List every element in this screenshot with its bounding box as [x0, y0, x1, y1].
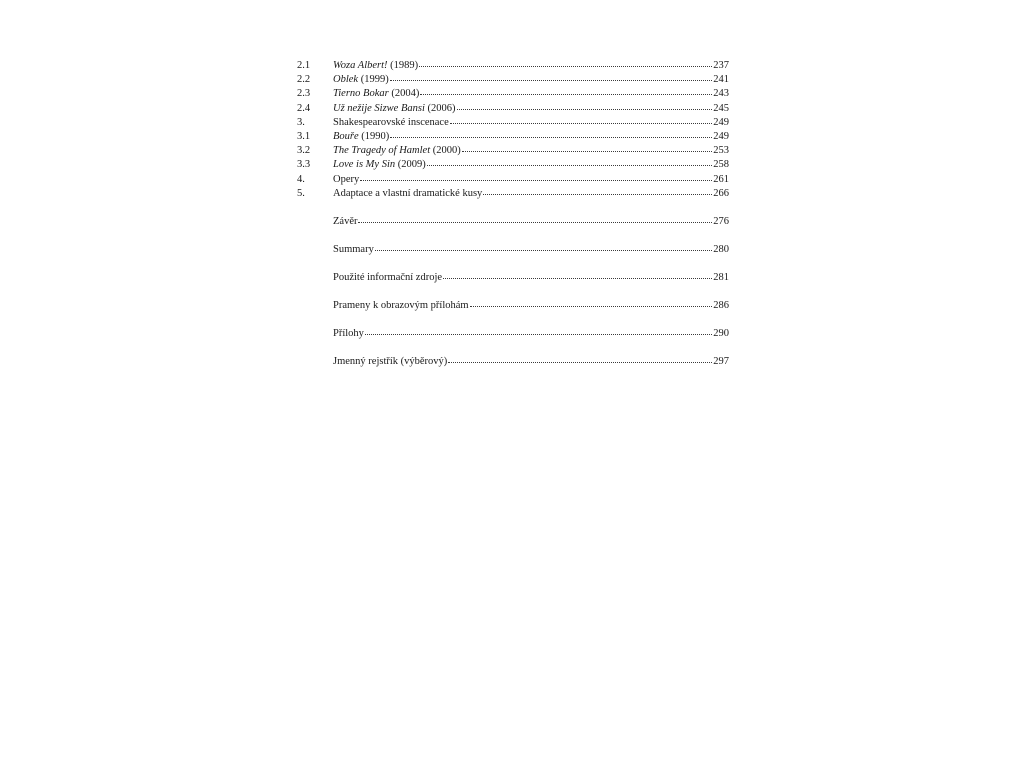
section-number: 5. [297, 187, 305, 199]
section-number: 2.1 [297, 60, 311, 71]
toc-entry [297, 214, 729, 228]
dot-leader [375, 242, 712, 252]
section-title-italic: Woza Albert! [333, 60, 388, 71]
section-title [333, 355, 447, 369]
section-title-plain: Prameny k obrazovým přílohám [333, 299, 469, 311]
page-number: 266 [713, 187, 729, 199]
toc-entry [297, 186, 729, 200]
section-title-plain: (2000) [430, 145, 461, 157]
section-title-italic: Love is My Sin [333, 159, 396, 171]
section-number: 2.3 [297, 88, 311, 100]
section-number: 3.2 [297, 145, 311, 157]
page-number: 253 [713, 145, 729, 157]
page-number: 276 [713, 215, 729, 227]
section-title [333, 243, 374, 257]
dot-leader [443, 270, 712, 280]
table-of-contents [297, 58, 729, 368]
toc-entry [297, 58, 729, 72]
section-title-italic: The Tragedy of Hamlet [333, 145, 431, 157]
toc-entry [297, 354, 729, 368]
dot-leader [470, 298, 713, 308]
toc-entry [297, 143, 729, 157]
dot-leader [420, 86, 712, 96]
toc-entry [297, 72, 729, 86]
dot-leader [358, 214, 712, 224]
section-title-plain: Opery [333, 173, 360, 185]
page-number: 290 [713, 327, 729, 339]
section-title [333, 299, 469, 313]
section-title-plain: (2004) [388, 88, 420, 100]
section-title [333, 59, 418, 73]
page-number: 281 [713, 271, 729, 283]
page-number: 297 [713, 355, 729, 367]
section-title-plain: (2006) [424, 102, 456, 114]
section-title-plain: (2009) [395, 159, 426, 171]
dot-leader [390, 129, 712, 139]
toc-entry [297, 157, 729, 171]
page-number: 258 [713, 159, 729, 171]
section-title-italic: Oblek [333, 74, 359, 86]
toc-entry [297, 298, 729, 312]
section-title [333, 116, 449, 130]
dot-leader [448, 354, 712, 364]
section-title-italic: Už nežije Sizwe Bansi [333, 102, 425, 114]
section-title-plain: Použité informační zdroje [333, 271, 443, 283]
section-title [333, 215, 357, 229]
toc-entry [297, 129, 729, 143]
section-title-plain: Přílohy [333, 327, 364, 339]
section-number: 3.1 [297, 130, 311, 142]
dot-leader [390, 72, 713, 82]
section-number: 4. [297, 173, 305, 185]
toc-entry [297, 172, 729, 186]
section-title-plain: Summary [333, 243, 374, 255]
toc-entry [297, 115, 729, 129]
section-title-plain: Adaptace a vlastní dramatické kusy [333, 187, 483, 199]
section-title [333, 187, 482, 201]
section-title [333, 144, 461, 158]
section-number: 2.2 [297, 74, 311, 86]
dot-leader [450, 115, 713, 125]
section-title-plain: Jmenný rejstřík (výběrový) [333, 355, 448, 367]
section-title-plain: (1989) [387, 60, 419, 71]
dot-leader [457, 101, 713, 111]
section-title-plain: (1999) [358, 74, 389, 86]
section-title [333, 327, 364, 341]
toc-entry [297, 242, 729, 256]
section-title-plain: (1990) [358, 130, 390, 142]
section-title [333, 130, 389, 144]
section-title [333, 73, 389, 87]
section-title [333, 158, 426, 172]
page-number: 237 [713, 60, 729, 71]
page-number: 245 [713, 102, 729, 114]
section-title [333, 102, 456, 116]
dot-leader [360, 172, 712, 182]
dot-leader [427, 157, 713, 167]
page-number: 249 [713, 116, 729, 128]
dot-leader [419, 58, 712, 68]
toc-entry [297, 270, 729, 284]
section-title [333, 173, 359, 187]
page-number: 241 [713, 74, 729, 86]
section-title-plain: Shakespearovské inscenace [333, 116, 449, 128]
section-title-italic: Bouře [333, 130, 359, 142]
section-number: 3. [297, 116, 305, 128]
section-title [333, 87, 419, 101]
page-number: 261 [713, 173, 729, 185]
page-number: 280 [713, 243, 729, 255]
section-number: 3.3 [297, 159, 311, 171]
toc-entry [297, 326, 729, 340]
dot-leader [462, 143, 713, 153]
section-title [333, 271, 442, 285]
page-number: 286 [713, 299, 729, 311]
page-number: 243 [713, 88, 729, 100]
toc-entry [297, 101, 729, 115]
dot-leader [483, 186, 712, 196]
section-number: 2.4 [297, 102, 311, 114]
page-number: 249 [713, 130, 729, 142]
dot-leader [365, 326, 712, 336]
section-title-plain: Závěr [333, 215, 358, 227]
toc-entry [297, 86, 729, 100]
section-title-italic: Tierno Bokar [333, 88, 389, 100]
